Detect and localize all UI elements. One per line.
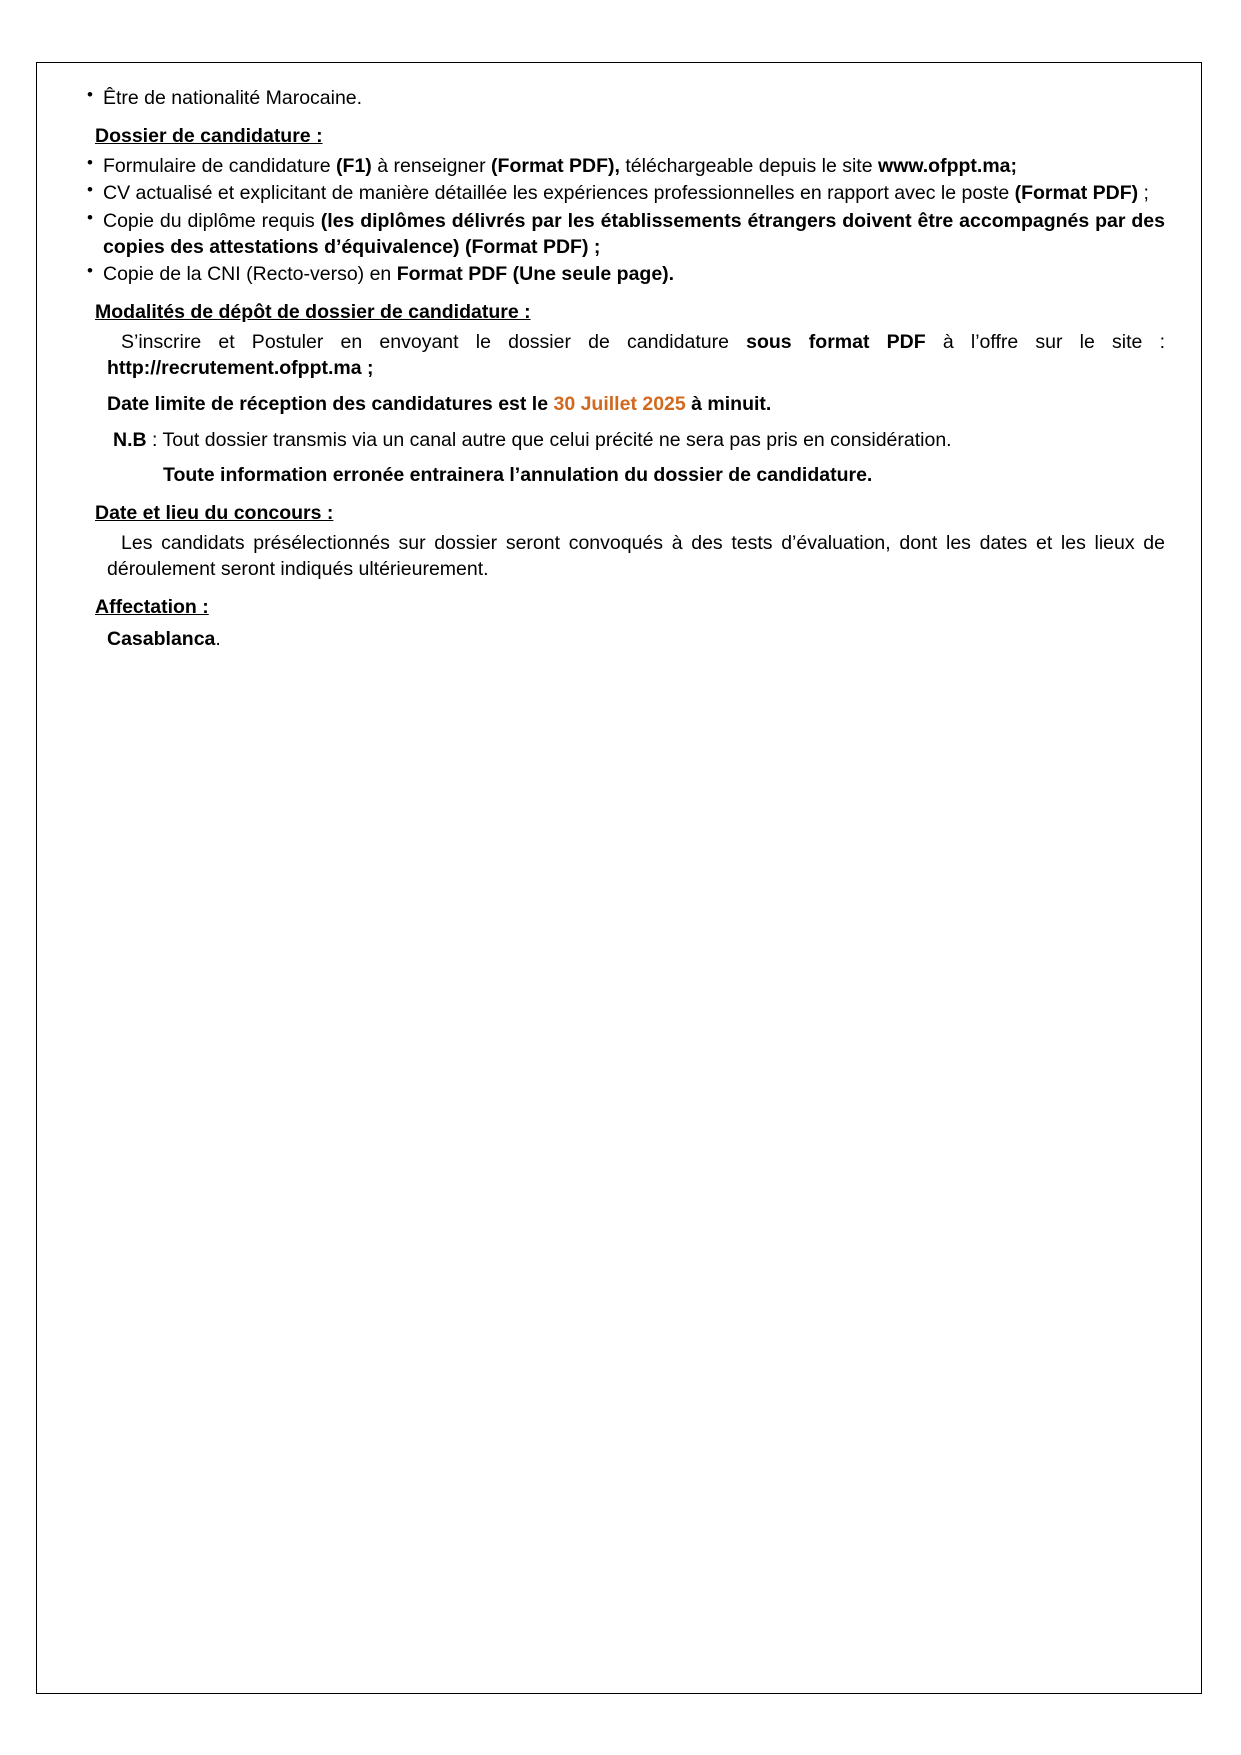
nb-paragraph	[113, 427, 1165, 453]
item-text-part1: CV actualisé et explicitant de manière détaillée les expériences professionnelles en rapport avec le poste	[103, 182, 1015, 205]
list-item	[73, 261, 1165, 287]
modalites-site-link[interactable]: http://recrutement.ofppt.ma ;	[107, 357, 374, 380]
affectation-paragraph	[107, 626, 1165, 652]
list-item	[73, 153, 1165, 179]
concours-paragraph: Les candidats présélectionnés sur dossier seront convoqués à des tests d’évaluation, dont les dates et les lieux de déroulement seront indiqués ultérieurement.	[107, 531, 1165, 580]
heading-affectation: Affectation :	[95, 596, 209, 618]
heading-modalites-depot: Modalités de dépôt de dossier de candidature :	[95, 300, 531, 323]
nationality-list	[73, 85, 1165, 111]
item-text-bold1: (Format PDF)	[1014, 182, 1139, 205]
dossier-list	[73, 153, 1165, 287]
heading-date-lieu-concours: Date et lieu du concours :	[95, 501, 334, 524]
deadline-paragraph	[107, 391, 1165, 417]
item-text-part1: Copie du diplôme requis	[103, 209, 321, 232]
item-text-part3: téléchargeable depuis le site	[619, 155, 878, 178]
affectation-punct: .	[215, 628, 221, 651]
list-item	[73, 208, 1165, 260]
item-text-bold3: www.ofppt.ma;	[877, 155, 1017, 178]
modalites-part2: à l’offre sur le site :	[925, 331, 1165, 353]
heading-dossier-candidature: Dossier de candidature :	[95, 125, 323, 148]
nb-text: : Tout dossier transmis via un canal autre que celui précité ne sera pas pris en considération.	[146, 429, 952, 452]
item-text-part2: ;	[1138, 182, 1149, 205]
list-item	[73, 180, 1165, 206]
modalites-bold1: sous format PDF	[746, 331, 926, 353]
modalites-part1: S’inscrire et Postuler en envoyant le dossier de candidature	[121, 331, 747, 353]
list-item	[73, 85, 1165, 111]
item-text-part1: Copie de la CNI (Recto-verso) en	[103, 262, 397, 285]
affectation-city: Casablanca	[107, 628, 216, 651]
document-page	[36, 62, 1202, 1694]
item-text-bold1: Format PDF (Une seule page).	[396, 262, 675, 285]
item-text-bold1: (les diplômes délivrés par les établissements étrangers doivent être accompagnés par des copies des attestations d’équivalence) (Format PDF) ;	[103, 209, 1166, 258]
nb-label: N.B	[113, 429, 147, 452]
item-text-bold2: (Format PDF),	[491, 155, 620, 178]
item-text-bold1: (F1)	[336, 155, 372, 178]
nationality-text: Être de nationalité Marocaine.	[103, 87, 363, 109]
document-content	[37, 63, 1201, 652]
modalites-paragraph	[107, 329, 1165, 381]
item-text-part2: à renseigner	[371, 155, 492, 178]
item-text-part1: Formulaire de candidature	[103, 155, 337, 178]
deadline-prefix: Date limite de réception des candidatures est le	[107, 393, 554, 416]
deadline-date: 30 Juillet 2025	[553, 393, 686, 416]
warning-paragraph: Toute information erronée entrainera l’annulation du dossier de candidature.	[163, 463, 873, 486]
deadline-suffix: à minuit.	[685, 393, 772, 416]
